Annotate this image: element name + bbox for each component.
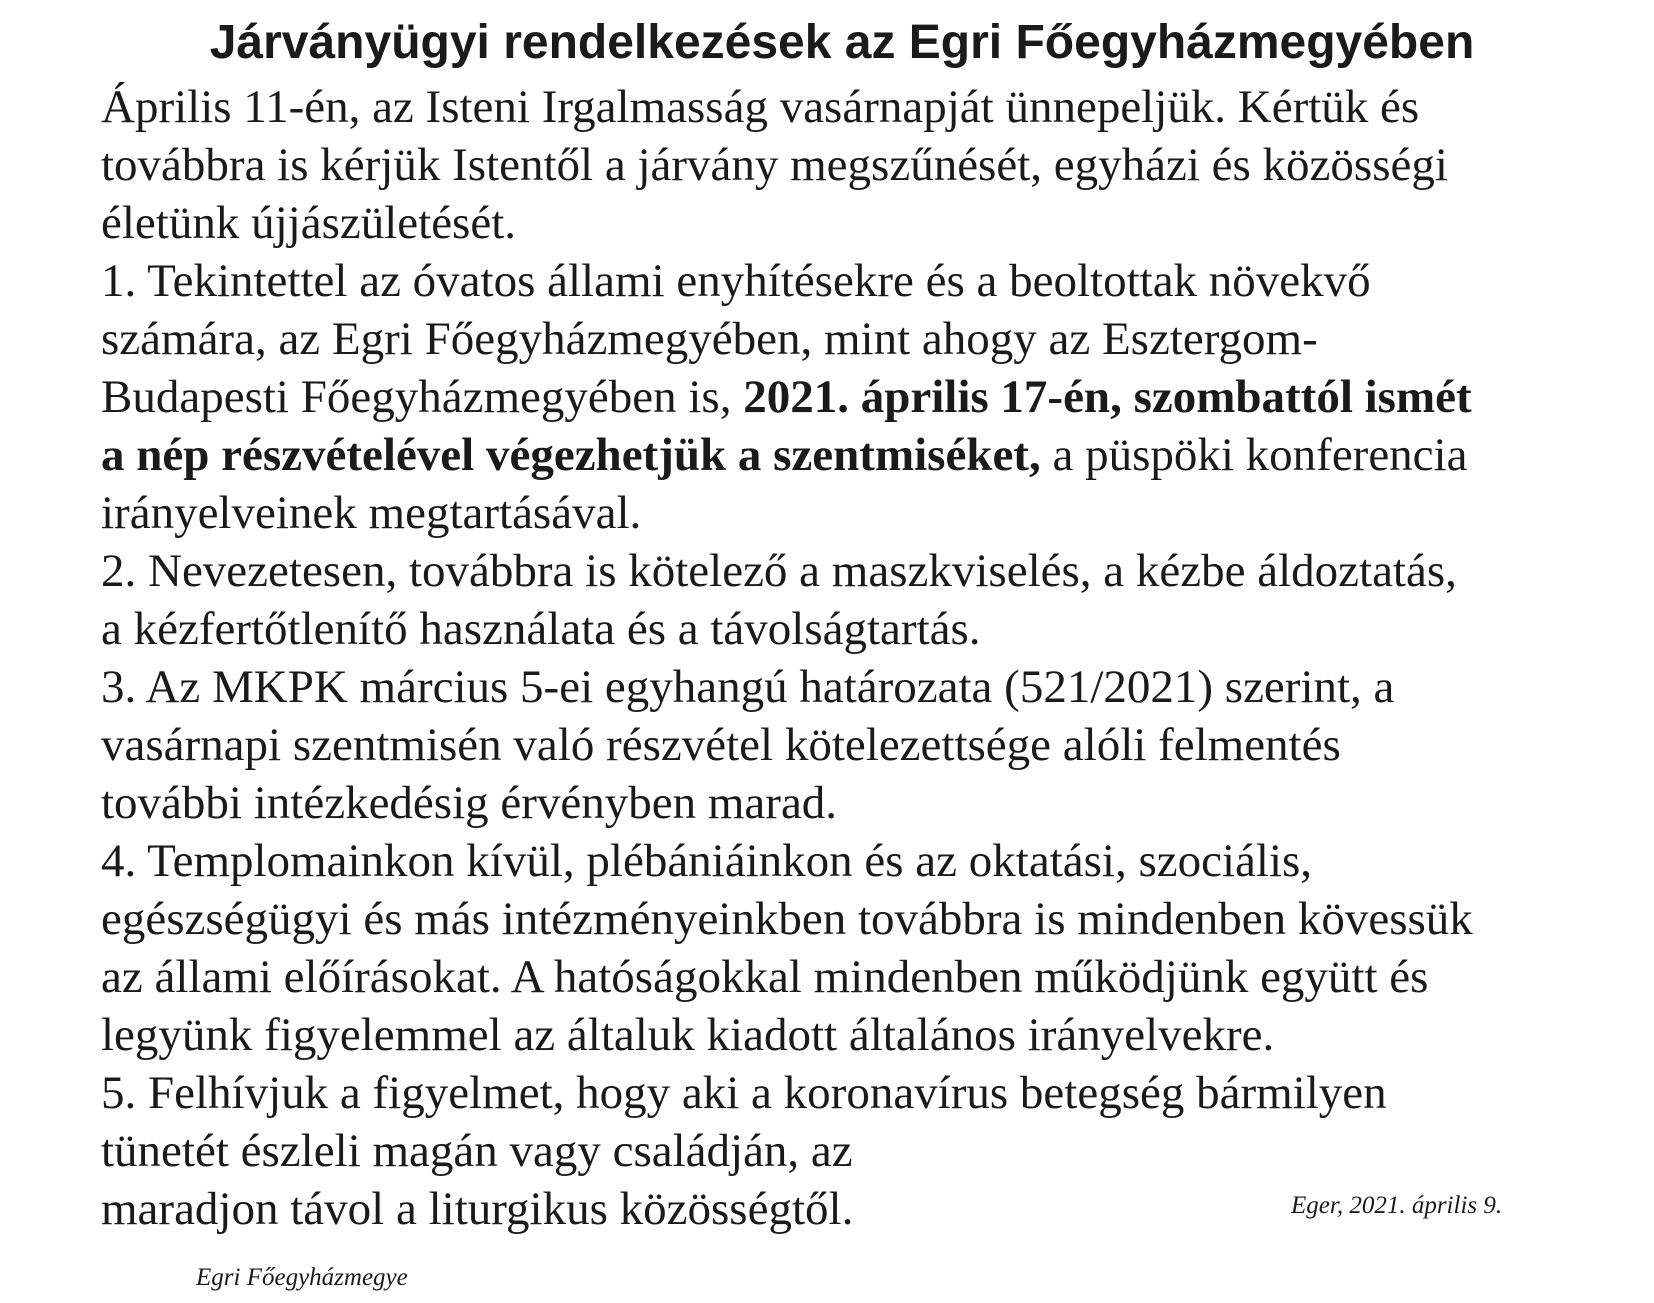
item-3-line-1: 3. Az MKPK március 5-ei egyhangú határozata (521/2021) szerint, a <box>101 661 1395 713</box>
item-5-line-2: tünetét észleli magán vagy családján, az <box>101 1125 853 1177</box>
item-4-line-1: 4. Templomainkon kívül, plébániáinkon és az oktatási, szociális, <box>101 835 1313 887</box>
item-4-line-2: egészségügyi és más intézményeinkben továbbra is mindenben kövessük <box>101 893 1473 945</box>
item-1-bold-text: a nép részvételével végezhetjük a szentmiséket, <box>101 429 1041 481</box>
item-1-text-cont: a püspöki konferencia <box>1040 429 1468 481</box>
item-3-line-3: további intézkedésig érvényben marad. <box>101 777 838 829</box>
item-1-text: Budapesti Főegyházmegyében is, <box>101 371 744 423</box>
item-1-line-5: irányelveinek megtartásával. <box>101 487 642 539</box>
item-5-line-3: maradjon távol a liturgikus közösségtől. <box>101 1183 854 1235</box>
item-2-line-1: 2. Nevezetesen, továbbra is kötelező a maszkviselés, a kézbe áldoztatás, <box>101 545 1457 597</box>
item-1-bold-date: 2021. április 17-én, szombattól ismét <box>743 371 1472 423</box>
document-date: Eger, 2021. április 9. <box>1291 1192 1503 1219</box>
item-5-line-1: 5. Felhívjuk a figyelmet, hogy aki a koronavírus betegség bármilyen <box>101 1067 1387 1119</box>
item-4-line-4: legyünk figyelemmel az általuk kiadott általános irányelvekre. <box>101 1009 1275 1061</box>
item-2-line-2: a kézfertőtlenítő használata és a távolságtartás. <box>101 603 981 655</box>
item-1-line-2: számára, az Egri Főegyházmegyében, mint ahogy az Esztergom- <box>101 313 1318 365</box>
intro-line-2: továbbra is kérjük Istentől a járvány megszűnését, egyházi és közösségi <box>101 139 1448 191</box>
item-1-line-3 <box>101 368 1472 426</box>
signature: Egri Főegyházmegye <box>196 1264 408 1291</box>
intro-line-3: életünk újjászületését. <box>101 197 517 249</box>
item-3-line-2: vasárnapi szentmisén való részvétel kötelezettsége alóli felmentés <box>101 719 1341 771</box>
document-title: Járványügyi rendelkezések az Egri Főegyházmegyében <box>209 16 1475 69</box>
intro-line-1: Április 11-én, az Isteni Irgalmasság vasárnapját ünnepeljük. Kértük és <box>101 81 1420 133</box>
item-1-line-4 <box>101 426 1467 484</box>
item-1-line-1: 1. Tekintettel az óvatos állami enyhítésekre és a beoltottak növekvő <box>101 255 1371 307</box>
item-4-line-3: az állami előírásokat. A hatóságokkal mindenben működjünk együtt és <box>101 951 1429 1003</box>
